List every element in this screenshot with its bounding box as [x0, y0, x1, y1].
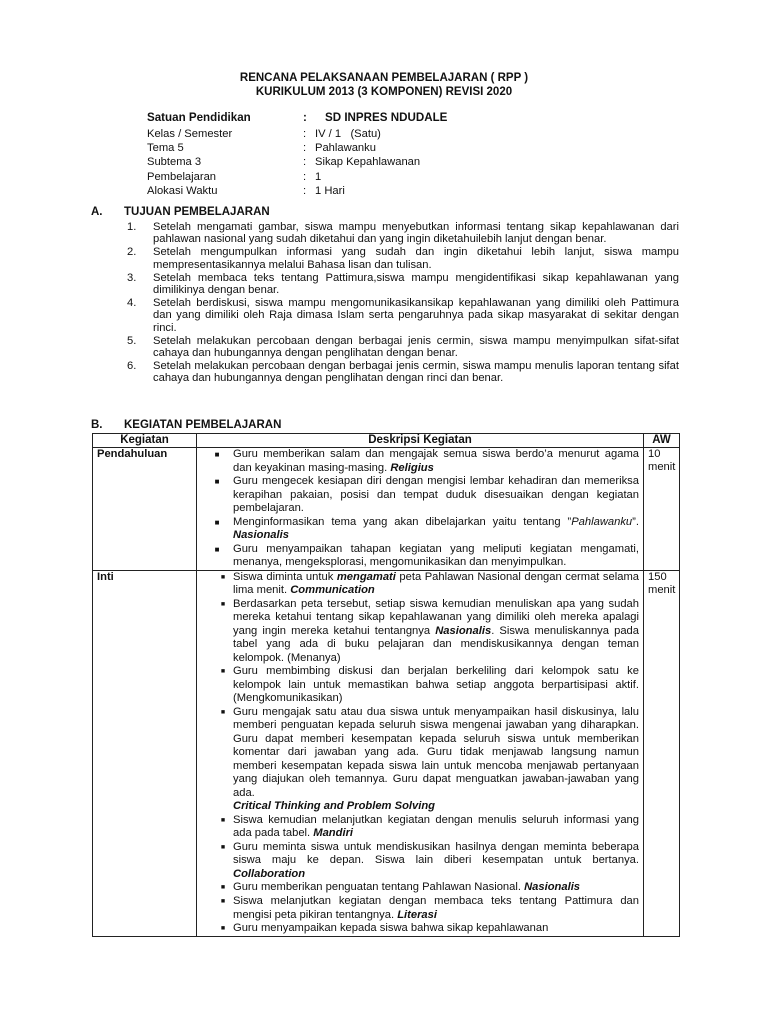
text: Guru memberikan salam dan mengajak semua siswa berdo’a menurut agama dan keyakinan masing-masing.	[233, 448, 639, 474]
small-square-bullet-icon: ■	[220, 668, 226, 675]
colon: :	[303, 128, 307, 140]
item-text: Setelah melakukan percobaan dengan berbagai jenis cermin, siswa mampu menyimpulkan sifat-sifat cahaya dan hubungannya dengan penglihatan dengan benar.	[153, 334, 679, 360]
colon: :	[303, 142, 307, 155]
text: Siswa kemudian melanjutkan kegiatan dengan menulis seluruh informasi yang ada pada tabel.	[233, 813, 639, 839]
item-text	[233, 814, 639, 841]
item-number: 6.	[127, 360, 137, 373]
list-item	[213, 598, 639, 666]
time-value: 150	[648, 570, 667, 583]
list-item	[213, 841, 639, 882]
item-text: Setelah melakukan percobaan dengan berbagai jenis cermin, siswa mampu menulis laporan tentang sifat cahaya dan hubungannya dengan penglihatan dengan rinci dan benar.	[153, 360, 679, 385]
time-unit: menit	[648, 461, 676, 473]
item-text: Guru membimbing diskusi dan berjalan berkeliling dari kelompok satu ke kelompok lain untuk memastikan bahwa setiap anggota berpartisipasi aktif. (Mengkomunikasikan)	[233, 665, 639, 704]
character-tag: Nasionalis	[435, 624, 492, 637]
section-title: TUJUAN PEMBELAJARAN	[124, 206, 270, 218]
phase-label: Pendahuluan	[93, 448, 197, 571]
column-header-kegiatan: Kegiatan	[93, 434, 197, 448]
list-item	[213, 922, 639, 936]
list-item	[127, 221, 679, 245]
identity-row	[147, 155, 447, 169]
identity-row	[147, 127, 447, 141]
square-bullet-icon: ■	[214, 544, 220, 554]
phase-description	[197, 448, 644, 571]
item-text: Setelah membaca teks tentang Pattimura,siswa mampu mengidentifikasi sikap kepahlawanan yang dimilikinya dengan benar.	[153, 271, 679, 297]
identity-value: SD INPRES NDUDALE	[325, 111, 448, 124]
small-square-bullet-icon: ■	[220, 816, 226, 824]
time-unit: menit	[648, 583, 676, 596]
activity-list	[201, 448, 639, 570]
character-tag: Literasi	[397, 908, 437, 921]
text: . Siswa menuliskannya pada tabel yang ada di buku pelajaran dan mendiskusikannya dengan teman kelompok. (Menanya)	[233, 624, 639, 664]
character-tag: Critical Thinking and Problem Solving	[233, 800, 436, 812]
colon: :	[303, 184, 307, 197]
list-item	[213, 571, 639, 598]
identity-label: Satuan Pendidikan	[147, 111, 251, 124]
identity-label: Kelas / Semester	[147, 128, 233, 140]
emphasis: Pahlawanku	[571, 515, 633, 528]
identity-row	[147, 111, 447, 127]
identity-value: Pahlawanku	[315, 142, 376, 155]
activities-table	[92, 433, 680, 937]
identity-label: Alokasi Waktu	[147, 184, 218, 197]
character-tag: Religius	[390, 461, 434, 474]
text: Berdasarkan peta tersebut, setiap siswa kemudian menuliskan apa yang sudah mereka ketahui tentang sikap kepahlawanan yang dimiliki oleh mereka apalagi yang ingin mereka ketahui tentangnya	[233, 597, 639, 637]
identity-label: Pembelajaran	[147, 170, 217, 183]
learning-objectives-list	[127, 221, 679, 386]
text: peta Pahlawan Nasional dengan cermat selama lima menit.	[233, 570, 639, 596]
small-square-bullet-icon: ■	[220, 843, 226, 851]
text: Siswa diminta untuk	[233, 570, 337, 583]
list-item	[201, 516, 639, 543]
time-allocation	[644, 448, 680, 571]
colon: :	[303, 111, 307, 124]
list-item	[213, 665, 639, 706]
square-bullet-icon: ■	[214, 477, 220, 486]
list-item	[127, 297, 679, 334]
item-text: Guru mengecek kesiapan diri dengan mengisi lembar kehadiran dan memeriksa kerapihan pakaian, posisi dan tempat duduk disesuaikan dengan kegiatan pembelajaran.	[233, 475, 639, 514]
list-item	[213, 881, 639, 895]
item-number: 3.	[127, 271, 137, 284]
phase-label: Inti	[93, 570, 197, 937]
small-square-bullet-icon: ■	[220, 898, 226, 905]
table-header-row	[93, 434, 680, 448]
item-text	[233, 895, 639, 922]
item-text: Setelah berdiskusi, siswa mampu mengomunikasikansikap kepahlawanan yang dimiliki oleh Pattimura dan yang dimiliki oleh Raja dimasa Islam serta pengaruhnya pada sikap masyarakat di sekitar dengan rinci.	[153, 297, 679, 334]
small-square-bullet-icon: ■	[220, 884, 226, 891]
phase-description	[197, 570, 644, 937]
column-header-aw: AW	[644, 434, 680, 448]
identity-value: IV / 1 (Satu)	[315, 128, 381, 140]
list-item	[201, 448, 639, 475]
identity-value: 1	[315, 170, 322, 183]
item-text	[233, 448, 639, 475]
colon: :	[303, 156, 307, 169]
item-text	[233, 706, 639, 814]
time-allocation	[644, 570, 680, 937]
identity-row	[147, 170, 447, 184]
list-item	[127, 335, 679, 359]
list-item	[213, 706, 639, 814]
item-text	[233, 571, 639, 598]
small-square-bullet-icon: ■	[220, 708, 226, 716]
item-number: 2.	[127, 246, 137, 259]
small-square-bullet-icon: ■	[220, 600, 226, 608]
section-letter: B.	[91, 419, 103, 431]
table-row-pendahuluan	[93, 448, 680, 571]
identity-row	[147, 184, 447, 198]
column-header-deskripsi: Deskripsi Kegiatan	[197, 434, 644, 448]
item-text	[233, 598, 639, 666]
item-number: 1.	[127, 221, 137, 233]
identity-value: 1 Hari	[315, 184, 345, 197]
item-text: Setelah mengamati gambar, siswa mampu menyebutkan informasi tentang sikap kepahlawanan dari pahlawan nasional yang sudah diketahui dan yang ingin diketahuilebih lanjut dengan benar.	[153, 221, 679, 246]
identity-row	[147, 141, 447, 155]
list-item	[127, 360, 679, 384]
character-tag: Communication	[290, 584, 375, 596]
list-item	[213, 895, 639, 922]
list-item	[127, 272, 679, 296]
item-number: 5.	[127, 334, 137, 347]
text: Guru mengajak satu atau dua siswa untuk menyampaikan hasil diskusinya, lalu memberi penguatan kepada seluruh siswa mengenai jawaban yang diharapkan. Guru dapat memberi kesempatan kepada seluruh siswa untuk memberikan komentar dari jawaban yang ada. Guru tidak menjawab langsung namun memberi kesempatan kepada siswa lain untuk mencoba menjawab pertanyaan yang diajukan oleh temannya. Guru dapat menguatkan jawaban-jawaban yang ada.	[233, 705, 639, 799]
activity-list	[201, 571, 639, 937]
character-tag: Collaboration	[233, 867, 306, 880]
item-text: Guru menyampaikan kepada siswa bahwa sikap kepahlawanan	[233, 922, 549, 934]
identity-value: Sikap Kepahlawanan	[315, 156, 421, 169]
character-tag: Mandiri	[313, 827, 354, 839]
list-item	[213, 814, 639, 841]
text: Guru memberikan penguatan tentang Pahlawan Nasional.	[233, 881, 521, 893]
identity-label: Tema 5	[147, 142, 184, 155]
document-title: RENCANA PELAKSANAAN PEMBELAJARAN ( RPP )	[239, 72, 529, 84]
item-number: 4.	[127, 297, 137, 310]
emphasis: mengamati	[336, 570, 396, 583]
section-title: KEGIATAN PEMBELAJARAN	[124, 419, 282, 431]
colon: :	[303, 170, 307, 183]
square-bullet-icon: ■	[214, 517, 220, 527]
item-text: Setelah mengumpulkan informasi yang sudah dan ingin diketahui lebih lanjut, siswa mampu mempresentasikannya melalui Bahasa lisan dan tulisan.	[153, 246, 679, 271]
small-square-bullet-icon: ■	[220, 925, 226, 932]
character-tag: Nasionalis	[233, 529, 289, 541]
section-letter: A.	[91, 206, 103, 218]
list-item	[201, 543, 639, 570]
list-item	[201, 475, 639, 516]
section-b-heading	[91, 419, 281, 431]
text: Guru meminta siswa untuk mendiskusikan hasilnya dengan meminta beberapa siswa maju ke depan. Siswa lain diberi kesempatan untuk bertanya.	[233, 840, 639, 866]
list-item	[127, 246, 679, 270]
small-square-bullet-icon: ■	[220, 573, 226, 581]
text: Siswa melanjutkan kegiatan dengan membaca teks tentang Pattimura dan mengisi peta pikiran tentangnya.	[233, 895, 639, 921]
section-a-heading	[91, 206, 270, 218]
time-value: 10	[648, 448, 661, 460]
identity-block	[147, 111, 447, 198]
item-text	[233, 841, 639, 882]
identity-label: Subtema 3	[147, 156, 202, 169]
text: Menginformasikan tema yang akan dibelajarkan yaitu tentang ”	[233, 515, 572, 528]
item-text	[233, 516, 639, 543]
character-tag: Nasionalis	[524, 881, 581, 893]
table-row-inti	[93, 570, 680, 937]
document-subtitle: KURIKULUM 2013 (3 KOMPONEN) REVISI 2020	[255, 86, 513, 98]
square-bullet-icon: ■	[214, 450, 220, 459]
item-text	[233, 881, 639, 895]
text: ”.	[632, 515, 639, 528]
item-text: Guru menyampaikan tahapan kegiatan yang meliputi kegiatan mengamati, menanya, mengeksplorasi, mengomunikasikan dan menyimpulkan.	[233, 542, 639, 568]
